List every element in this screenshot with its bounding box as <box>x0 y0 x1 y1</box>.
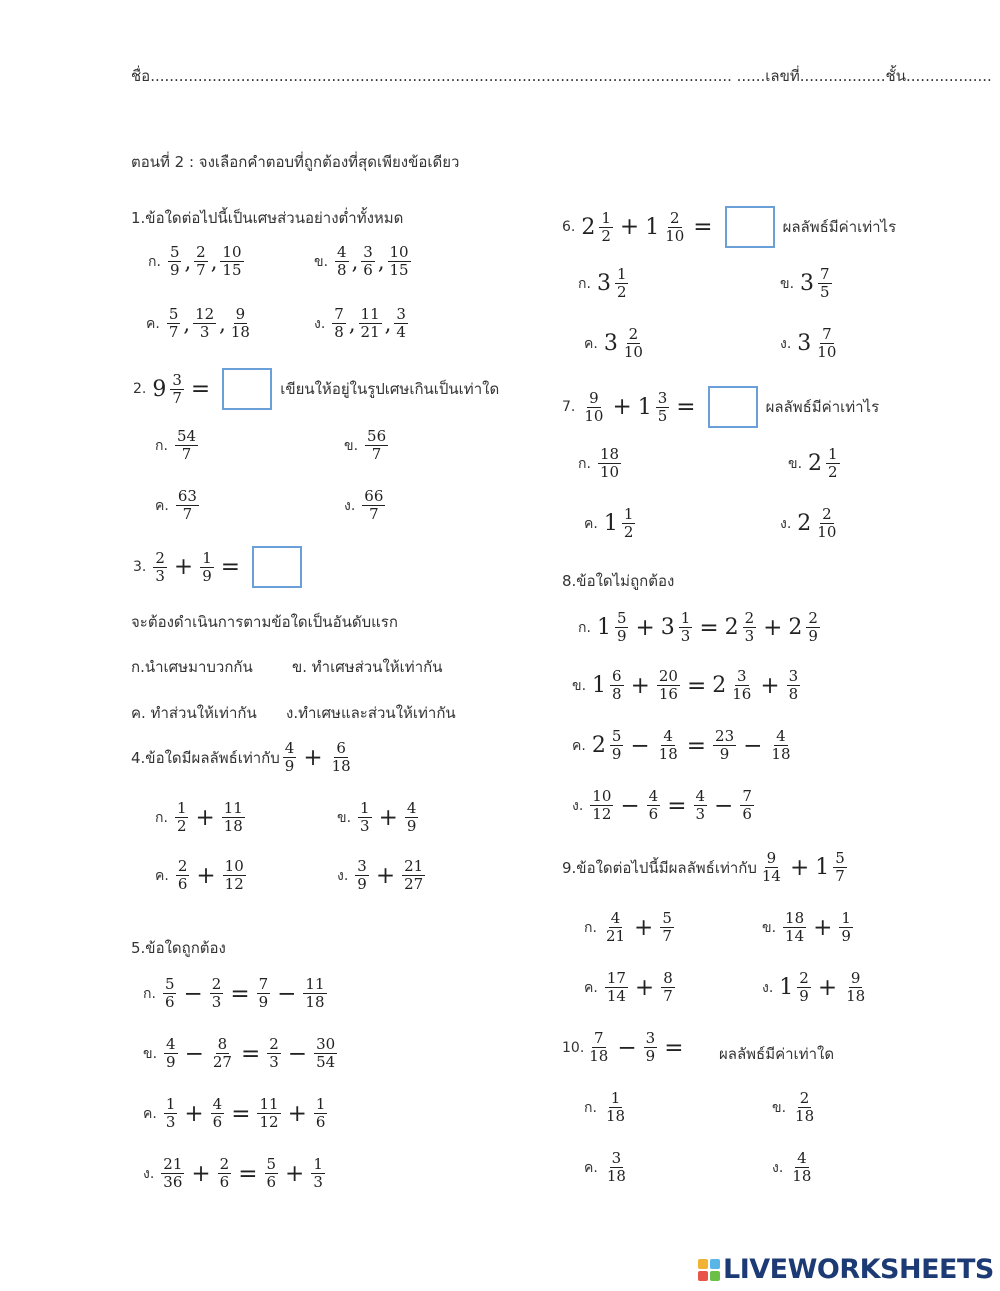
q8-option-d[interactable]: ง. 10 12 − $\frac{4}{6}$ = $\frac{4}{3}$ − $\frac{7}{6}$ <box>572 787 752 823</box>
q6-option-a[interactable]: ก. 3 1 2 <box>578 265 627 301</box>
q4-prompt: 4.ข้อใดมีผลลัพธ์เท่ากับ <box>131 748 280 767</box>
q4-option-b[interactable]: ข. 1 3 + $\frac{4}{9}$ <box>337 799 417 835</box>
fraction: 66 7 <box>364 487 384 523</box>
fraction: $\frac{21}{27}$ <box>404 857 424 893</box>
q9-prompt: 9.ข้อใดต่อไปนี้มีผลลัพธ์เท่ากับ <box>562 858 757 877</box>
fraction: 3 6 <box>363 243 373 279</box>
fraction: 3 9 <box>357 857 367 893</box>
q2-option-a[interactable]: ก. 54 7 <box>155 427 197 463</box>
q7-prompt: ผลลัพธ์มีค่าเท่าไร <box>765 398 880 416</box>
q2-expression: 2. 9 $\frac{3}{7}$ = เขียนให้อยู่ในรูปเศษเกินเป็นเท่าใด <box>133 368 499 410</box>
q10-option-a[interactable]: ก. 1 18 <box>584 1089 626 1125</box>
q4-option-a[interactable]: ก. 1 2 + $\frac{11}{18}$ <box>155 799 243 835</box>
fraction: 11 21 <box>360 305 380 341</box>
fraction: 1 3 <box>360 799 370 835</box>
q5-prompt: 5.ข้อใดถูกต้อง <box>131 939 226 957</box>
fraction: 10 15 <box>389 243 409 279</box>
q9-option-a[interactable]: ก. 4 21 + $\frac{5}{7}$ <box>584 909 672 945</box>
fraction: 2 7 <box>196 243 206 279</box>
fraction: 3 4 <box>396 305 406 341</box>
fraction: 1 2 <box>176 799 187 835</box>
fraction: 4 9 <box>284 739 295 775</box>
q8-option-b[interactable]: ข. 1 6 8 + $\frac{20}{16}$ = 2 3 16 + $\frac{3}{8}$ <box>572 667 799 703</box>
q9-option-d[interactable]: ง. 1 2 9 + $\frac{9}{18}$ <box>762 969 866 1005</box>
fraction: 5 9 <box>169 243 180 279</box>
option-label: ข. <box>314 253 329 270</box>
fraction: $\frac{4}{9}$ <box>406 799 417 835</box>
q4-expression: 4.ข้อใดมีผลลัพธ์เท่ากับ 4 9 + $\frac{6}{18}$ <box>131 739 351 775</box>
fraction: 2 3 <box>155 548 165 585</box>
q4-option-c[interactable]: ค. 2 6 + $\frac{10}{12}$ <box>155 857 244 893</box>
fraction: 12 3 <box>195 305 215 341</box>
q6-option-d[interactable]: ง. 3 7 10 <box>780 325 837 361</box>
fraction: 63 7 <box>177 487 197 523</box>
fraction: 5 7 <box>168 305 179 341</box>
q7-answer-box[interactable] <box>708 386 758 428</box>
q10-prompt: ผลลัพธ์มีค่าเท่าใด <box>719 1045 835 1063</box>
q9-expression: 9.ข้อใดต่อไปนี้มีผลลัพธ์เท่ากับ 9 14 + 1 5 7 <box>562 849 845 885</box>
q2-option-d[interactable]: ง. 66 7 <box>344 487 384 523</box>
q8-prompt: 8.ข้อใดไม่ถูกต้อง <box>562 572 675 590</box>
q7-option-b[interactable]: ข. 2 1 2 <box>788 445 838 481</box>
q7-option-d[interactable]: ง. 2 2 10 <box>780 505 837 541</box>
fraction: 10 15 <box>222 243 242 279</box>
q1-prompt: 1.ข้อใดต่อไปนี้เป็นเศษส่วนอย่างต่ำทั้งหมด <box>131 209 404 227</box>
q2-option-c[interactable]: ค. 63 7 <box>155 487 197 523</box>
q1-option-a[interactable]: ก. 5 9 , 2 7 , 10 15 <box>148 243 242 279</box>
fraction: 9 18 <box>230 305 250 341</box>
fraction: 7 8 <box>334 305 344 341</box>
fraction: $\frac{1}{9}$ <box>202 548 212 585</box>
q3-prompt: จะต้องดำเนินการตามข้อใดเป็นอันดับแรก <box>131 613 398 631</box>
q3-option-d[interactable]: ง.ทำเศษและส่วนให้เท่ากัน <box>286 704 456 722</box>
fraction: $\frac{10}{12}$ <box>224 857 244 893</box>
fraction: $\frac{3}{7}$ <box>172 370 182 407</box>
q1-option-d[interactable]: ง. 7 8 , 11 21 , 3 4 <box>314 305 406 341</box>
q9-option-b[interactable]: ข. 18 14 + $\frac{1}{9}$ <box>762 909 851 945</box>
fraction: 56 7 <box>367 427 387 463</box>
logo-tile-icon <box>710 1259 720 1269</box>
fraction: $\frac{6}{18}$ <box>331 739 351 775</box>
q10-expression: 10. 7 18 − $\frac{3}{9}$ = <box>562 1029 684 1065</box>
q10-option-b[interactable]: ข. 2 18 <box>772 1089 815 1125</box>
liveworksheets-logo <box>698 1254 994 1285</box>
q6-option-b[interactable]: ข. 3 7 5 <box>780 265 830 301</box>
q3-option-b[interactable]: ข. ทำเศษส่วนให้เท่ากัน <box>292 658 443 676</box>
q5-option-a[interactable]: ก. 5 6 − $\frac{2}{3}$ = $\frac{7}{9}$ − $\frac{11}{18}$ <box>143 975 325 1011</box>
q5-option-d[interactable]: ง. 21 36 + $\frac{2}{6}$ = $\frac{5}{6}$ + $\frac{1}{3}$ <box>143 1155 323 1191</box>
q8-option-a[interactable]: ก. 1 5 9 + 3 $\frac{1}{3}$ = 2 2 3 + 2 2 9 <box>578 609 818 645</box>
fraction: 2 6 <box>177 857 188 893</box>
q3-answer-box[interactable] <box>252 546 302 588</box>
q2-option-b[interactable]: ข. 56 7 <box>344 427 387 463</box>
fraction: $\frac{11}{18}$ <box>223 799 243 835</box>
q8-option-c[interactable]: ค. 2 5 9 − $\frac{4}{18}$ = $\frac{23}{9}$ − $\frac{4}{18}$ <box>572 727 791 763</box>
logo-tiles-icon <box>698 1259 720 1281</box>
q4-option-d[interactable]: ง. 3 9 + $\frac{21}{27}$ <box>337 857 424 893</box>
q2-answer-box[interactable] <box>222 368 272 410</box>
q9-option-c[interactable]: ค. 17 14 + $\frac{8}{7}$ <box>584 969 673 1005</box>
q10-option-d[interactable]: ง. 4 18 <box>772 1149 812 1185</box>
logo-tile-icon <box>710 1271 720 1281</box>
q7-expression: 7. 9 10 + 1 $\frac{3}{5}$ = ผลลัพธ์มีค่าเท่าไร <box>562 386 879 428</box>
q5-option-b[interactable]: ข. 4 9 − $\frac{8}{27}$ = $\frac{2}{3}$ − $\frac{30}{54}$ <box>143 1035 336 1071</box>
q7-option-c[interactable]: ค. 1 1 2 <box>584 505 634 541</box>
q2-prompt: เขียนให้อยู่ในรูปเศษเกินเป็นเท่าใด <box>280 380 500 398</box>
option-label: ค. <box>146 315 160 332</box>
logo-text: LIVEWORKSHEETS <box>723 1254 994 1285</box>
option-label: ง. <box>314 315 326 332</box>
q1-option-b[interactable]: ข. 4 8 , 3 6 , 10 15 <box>314 243 409 279</box>
q6-prompt: ผลลัพธ์มีค่าเท่าไร <box>782 218 897 236</box>
q5-option-c[interactable]: ค. 1 3 + $\frac{4}{6}$ = $\frac{11}{12}$ + $\frac{1}{6}$ <box>143 1095 326 1131</box>
option-label: ก. <box>148 253 161 270</box>
q3-expression: 3. 2 3 + $\frac{1}{9}$ = <box>133 546 308 588</box>
fraction: 54 7 <box>176 427 197 463</box>
section-title: ตอนที่ 2 : จงเลือกคำตอบที่ถูกต้องที่สุดเพียงข้อเดียว <box>131 153 460 171</box>
name-number-class-line: ชื่อ.......................................................................................................................... ......เลขที่..................ชั้น.................. <box>131 67 992 85</box>
q7-option-a[interactable]: ก. 18 10 <box>578 445 620 481</box>
q1-option-c[interactable]: ค. 5 7 , 12 3 , 9 18 <box>146 305 250 341</box>
logo-tile-icon <box>698 1271 708 1281</box>
q10-option-c[interactable]: ค. 3 18 <box>584 1149 626 1185</box>
q6-answer-box[interactable] <box>725 206 775 248</box>
q3-option-c[interactable]: ค. ทำส่วนให้เท่ากัน <box>131 704 257 722</box>
logo-tile-icon <box>698 1259 708 1269</box>
q6-expression: 6. 2 1 2 + 1 $\frac{2}{10}$ = ผลลัพธ์มีค่าเท่าไร <box>562 206 896 248</box>
q3-option-a[interactable]: ก.นำเศษมาบวกกัน <box>131 658 253 676</box>
fraction: 4 8 <box>337 243 347 279</box>
q6-option-c[interactable]: ค. 3 2 10 <box>584 325 643 361</box>
